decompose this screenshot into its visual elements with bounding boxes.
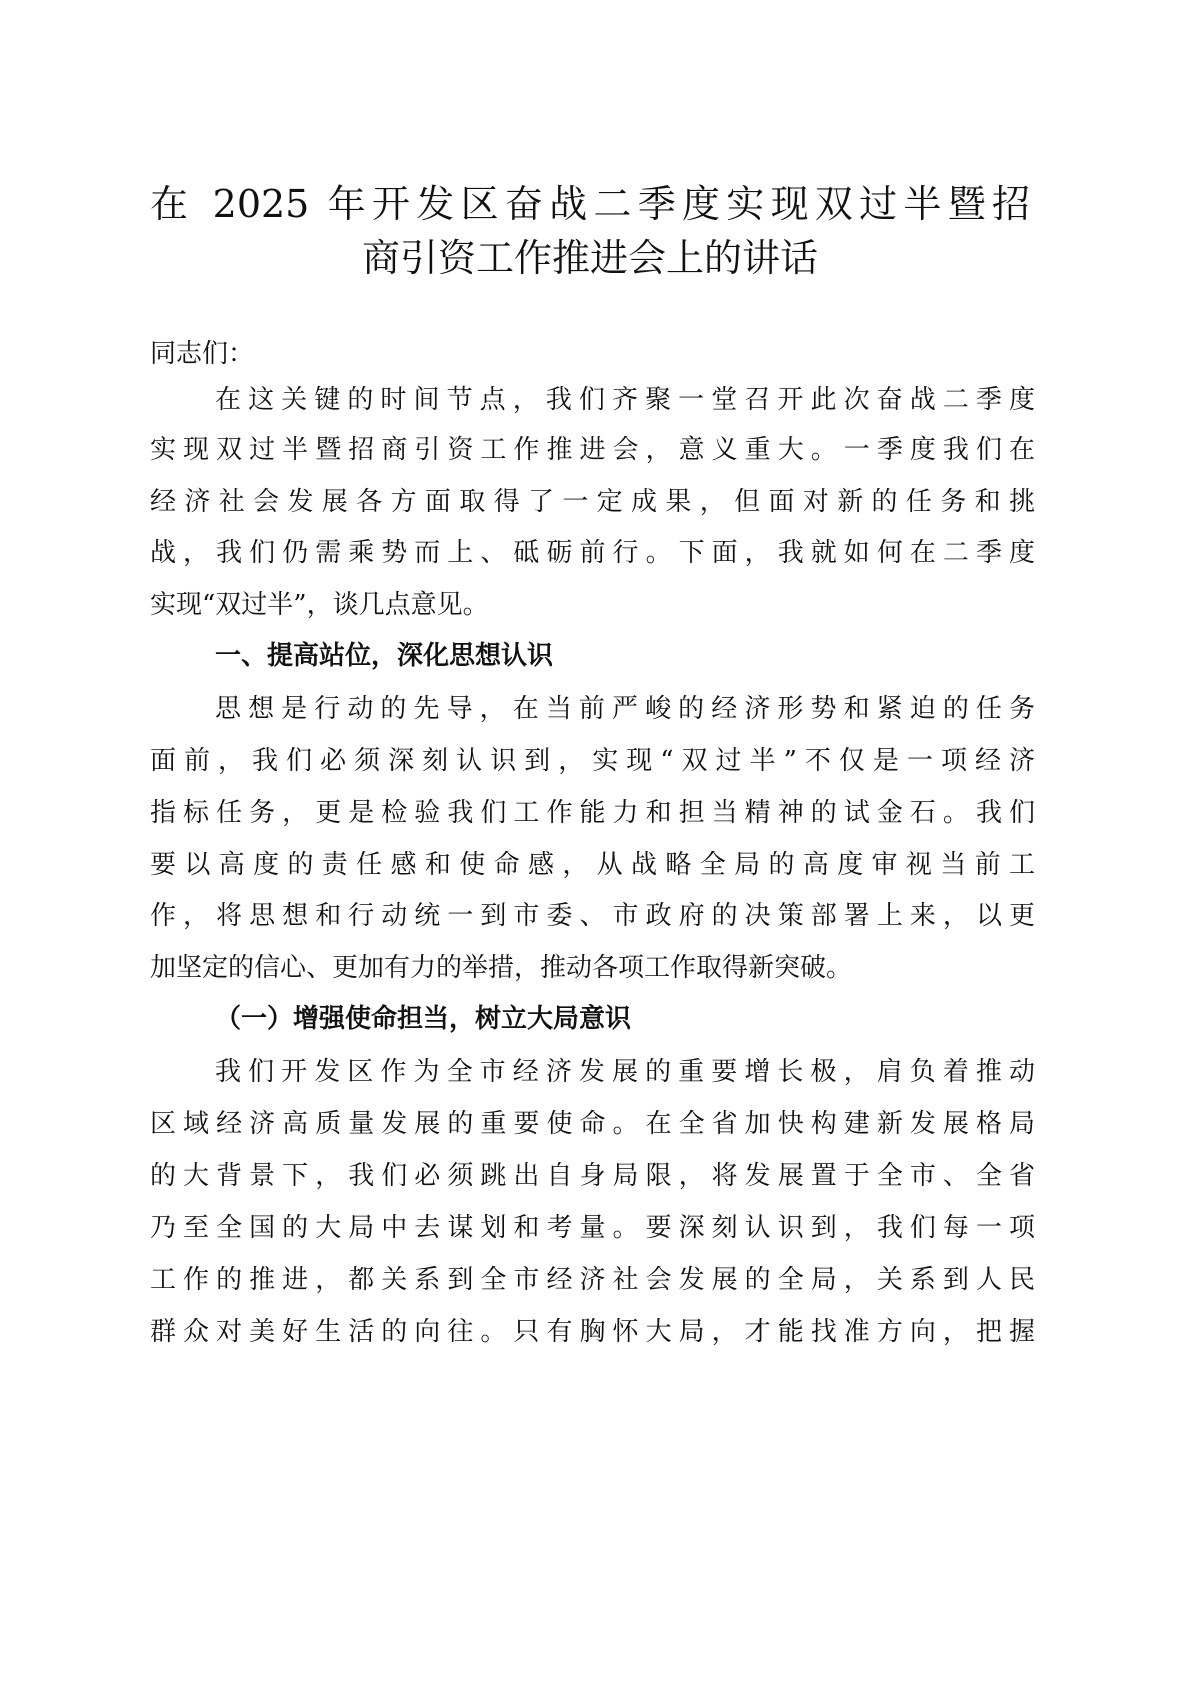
intro-line: 战，我们仍需乘势而上、砥砺前行。下面，我就如何在二季度 — [150, 538, 1035, 568]
subsection-body-line: 区域经济高质量发展的重要使命。在全省加快构建新发展格局 — [150, 1109, 1035, 1139]
section-body-line: 要以高度的责任感和使命感，从战略全局的高度审视当前工 — [150, 850, 1035, 880]
subsection-body-line: 群众对美好生活的向往。只有胸怀大局，才能找准方向，把握 — [150, 1317, 1035, 1347]
section-body-line: 指标任务，更是检验我们工作能力和担当精神的试金石。我们 — [150, 798, 1035, 828]
subsection-body-line: 我们开发区作为全市经济发展的重要增长极，肩负着推动 — [215, 1057, 1035, 1087]
section-body-line: 面前，我们必须深刻认识到，实现“双过半”不仅是一项经济 — [150, 746, 1035, 776]
subsection-body-line: 乃至全国的大局中去谋划和考量。要深刻认识到，我们每一项 — [150, 1213, 1035, 1243]
intro-line: 实现“双过半”，谈几点意见。 — [150, 590, 489, 620]
document-title-line-1: 在 2025 年开发区奋战二季度实现双过半暨招 — [150, 182, 1030, 226]
section-body-line: 思想是行动的先导，在当前严峻的经济形势和紧迫的任务 — [215, 694, 1035, 724]
salutation: 同志们： — [150, 339, 255, 369]
subsection-heading: （一）增强使命担当，树立大局意识 — [215, 1004, 632, 1034]
section-body-line: 作，将思想和行动统一到市委、市政府的决策部署上来，以更 — [150, 901, 1035, 931]
subsection-body-line: 工作的推进，都关系到全市经济社会发展的全局，关系到人民 — [150, 1265, 1035, 1295]
subsection-body-line: 的大背景下，我们必须跳出自身局限，将发展置于全市、全省 — [150, 1161, 1035, 1191]
document-title-line-2: 商引资工作推进会上的讲话 — [361, 236, 818, 280]
section-body-line: 加坚定的信心、更加有力的举措，推动各项工作取得新突破。 — [150, 953, 853, 983]
intro-line: 在这关键的时间节点，我们齐聚一堂召开此次奋战二季度 — [215, 385, 1035, 415]
section-heading: 一、提高站位，深化思想认识 — [215, 641, 554, 671]
intro-line: 实现双过半暨招商引资工作推进会，意义重大。一季度我们在 — [150, 435, 1035, 465]
intro-line: 经济社会发展各方面取得了一定成果，但面对新的任务和挑 — [150, 487, 1035, 517]
